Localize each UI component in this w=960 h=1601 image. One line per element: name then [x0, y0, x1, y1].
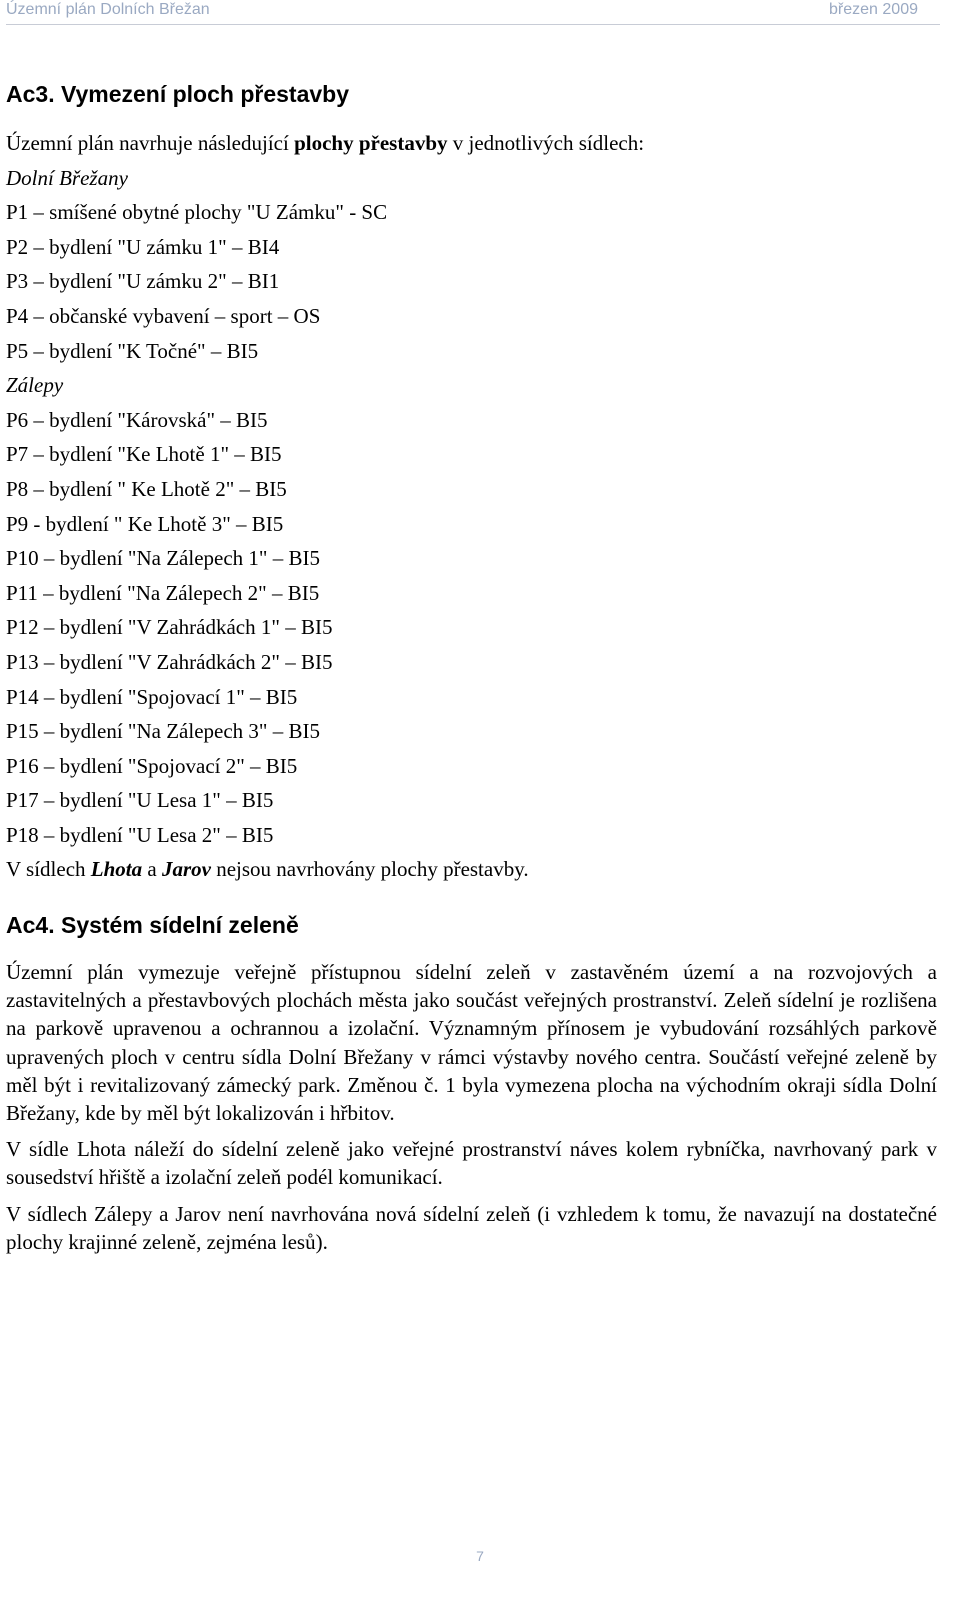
list-item: P10 – bydlení "Na Zálepech 1" – BI5: [6, 546, 320, 571]
list-item: P4 – občanské vybavení – sport – OS: [6, 303, 321, 328]
header-date: březen 2009: [829, 1, 918, 18]
list-item: P15 – bydlení "Na Zálepech 3" – BI5: [6, 719, 320, 744]
list-item: P2 – bydlení "U zámku 1" – BI4: [6, 234, 280, 259]
paragraph: V sídle Lhota náleží do sídelní zeleně jako veřejné prostranství náves kolem rybníčka, navrhovaný park v sousedství hřiště a izolační zeleň podél komunikací.: [6, 1137, 937, 1190]
list-item: P6 – bydlení "Károvská" – BI5: [6, 407, 268, 432]
section-heading-ac4: Ac4. Systém sídelní zeleně: [6, 912, 299, 938]
page-number: 7: [476, 1548, 484, 1564]
list-item: P13 – bydlení "V Zahrádkách 2" – BI5: [6, 649, 333, 674]
list-item: P18 – bydlení "U Lesa 2" – BI5: [6, 822, 274, 847]
list-item: P8 – bydlení " Ke Lhotě 2" – BI5: [6, 476, 287, 501]
list-item: P11 – bydlení "Na Zálepech 2" – BI5: [6, 580, 320, 605]
paragraph: Územní plán vymezuje veřejně přístupnou sídelní zeleň v zastavěném území a na rozvojových a zastavitelných a přestavbových plochách města jako součást veřejných prostranství. Zeleň sídelní je rozlišena na parkově upravenou a ochrannou a izolační. Významným přínosem je vybudování rozsáhlých parkově upravených ploch v centru sídla Dolní Břežany v rámci výstavby nového centra. Součástí veřejné zeleně by měl být i revitalizovaný zámecký park. Změnou č. 1 byla vymezena plocha na východním okraji sídla Dolní Břežany, kde by měl být lokalizován i hřbitov.: [6, 960, 937, 1126]
intro-bold-term: plochy přestavby: [294, 131, 448, 155]
ac3-intro: Územní plán navrhuje následující plochy přestavby v jednotlivých sídlech:: [6, 131, 645, 155]
list-item: P17 – bydlení "U Lesa 1" – BI5: [6, 788, 274, 813]
list-item: P12 – bydlení "V Zahrádkách 1" – BI5: [6, 615, 333, 640]
list-item: P7 – bydlení "Ke Lhotě 1" – BI5: [6, 442, 282, 467]
group-title-zalepy: Zálepy: [6, 373, 64, 398]
list-item: P1 – smíšené obytné plochy "U Zámku" - SC: [6, 200, 388, 225]
settlement-jarov: Jarov: [161, 857, 211, 882]
list-item: P14 – bydlení "Spojovací 1" – BI5: [6, 684, 298, 709]
list-item: P9 - bydlení " Ke Lhotě 3" – BI5: [6, 511, 284, 536]
list-item: P3 – bydlení "U zámku 2" – BI1: [6, 269, 280, 294]
group-title-dolni-brezany: Dolní Břežany: [6, 165, 128, 190]
header-rule: [6, 24, 940, 25]
list-item: P16 – bydlení "Spojovací 2" – BI5: [6, 753, 298, 778]
section-heading-ac3: Ac3. Vymezení ploch přestavby: [6, 81, 350, 107]
ac3-closing: V sídlech Lhota a Jarov nejsou navrhovány plochy přestavby.: [6, 857, 529, 882]
paragraph: V sídlech Zálepy a Jarov není navrhována nová sídelní zeleň (i vzhledem k tomu, že navazují na dostatečné plochy krajinné zeleně, zejména lesů).: [6, 1201, 937, 1254]
header-title: Územní plán Dolních Břežan: [6, 1, 210, 18]
list-item: P5 – bydlení "K Točné" – BI5: [6, 338, 259, 363]
ac3-content: [6, 126, 936, 887]
settlement-lhota: Lhota: [90, 857, 143, 882]
ac4-content: [6, 958, 937, 1264]
